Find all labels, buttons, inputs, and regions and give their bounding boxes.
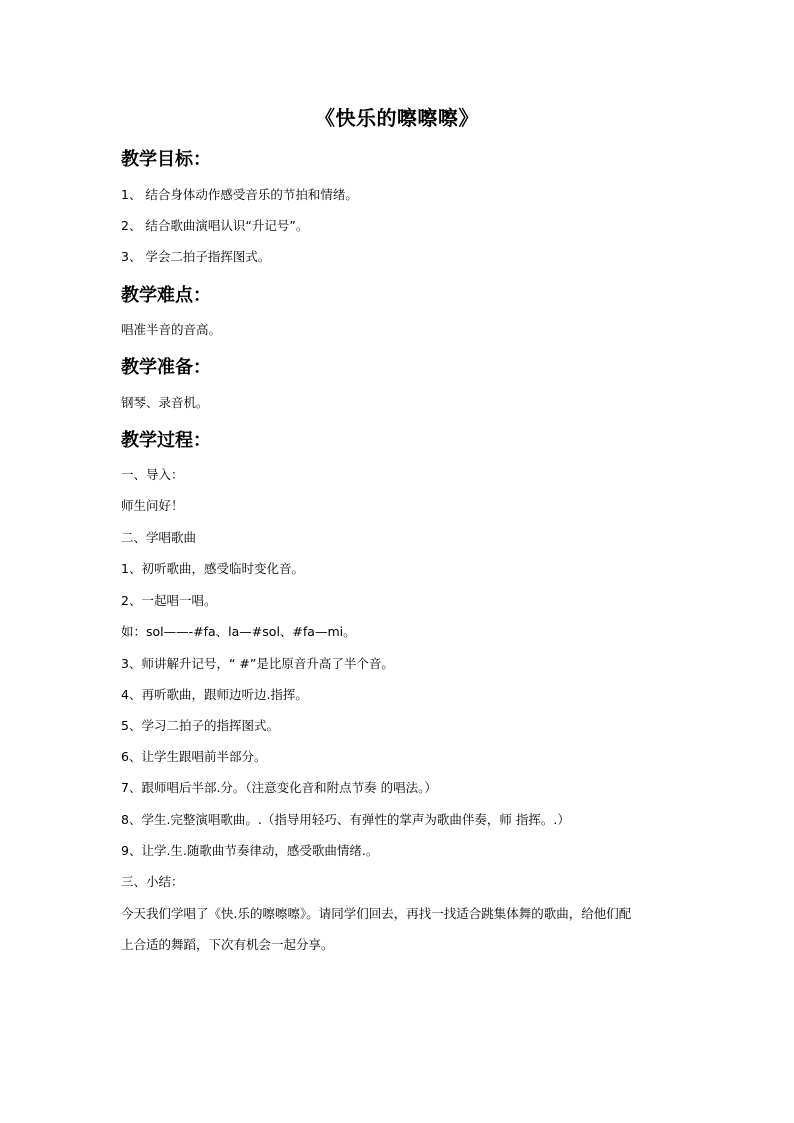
process-line-15: 今天我们学唱了《快.乐的嚓嚓嚓》。请同学们回去，再找一找适合跳集体舞的歌曲，给他们配 [121, 906, 632, 921]
heading-teaching-process: 教学过程： [121, 430, 211, 451]
goal-item-2: 2、 结合歌曲演唱认识“升记号”。 [121, 218, 309, 233]
process-line-6: 如：sol——-#fa、la—#sol、#fa—mi。 [121, 624, 356, 639]
process-line-2: 师生问好！ [121, 498, 184, 513]
heading-teaching-goals: 教学目标： [121, 149, 211, 170]
process-line-8: 4、再听歌曲，跟师边听边.指挥。 [121, 687, 308, 702]
process-line-1: 一、导入： [121, 467, 184, 482]
process-line-13: 9、让学.生.随歌曲节奏律动，感受歌曲情绪.。 [121, 843, 379, 858]
process-line-12: 8、学生.完整演唱歌曲。.（指导用轻巧、有弹性的掌声为歌曲伴奏，师 指挥。.） [121, 812, 570, 827]
goal-item-3: 3、 学会二拍子指挥图式。 [121, 249, 271, 264]
process-line-7: 3、师讲解升记号，“ #”是比原音升高了半个音。 [121, 656, 394, 671]
difficulty-text: 唱准半音的音高。 [121, 322, 222, 337]
process-line-9: 5、学习二拍子的指挥图式。 [121, 718, 279, 733]
preparation-text: 钢琴、录音机。 [121, 395, 209, 410]
process-line-11: 7、跟师唱后半部.分。（注意变化音和附点节奏 的唱法。） [121, 780, 437, 795]
process-line-16: 上合适的舞蹈，下次有机会一起分享。 [121, 937, 334, 952]
process-line-4: 1、初听歌曲，感受临时变化音。 [121, 561, 304, 576]
goal-item-1: 1、 结合身体动作感受音乐的节拍和情绪。 [121, 187, 358, 202]
process-line-10: 6、让学生跟唱前半部分。 [121, 749, 267, 764]
heading-teaching-preparation: 教学准备： [121, 357, 211, 378]
document-title: 《快乐的嚓嚓嚓》 [315, 106, 479, 130]
heading-teaching-difficulty: 教学难点： [121, 285, 211, 306]
process-line-14: 三、小结： [121, 874, 184, 889]
process-line-5: 2、一起唱一唱。 [121, 593, 217, 608]
process-line-3: 二、学唱歌曲 [121, 530, 197, 545]
